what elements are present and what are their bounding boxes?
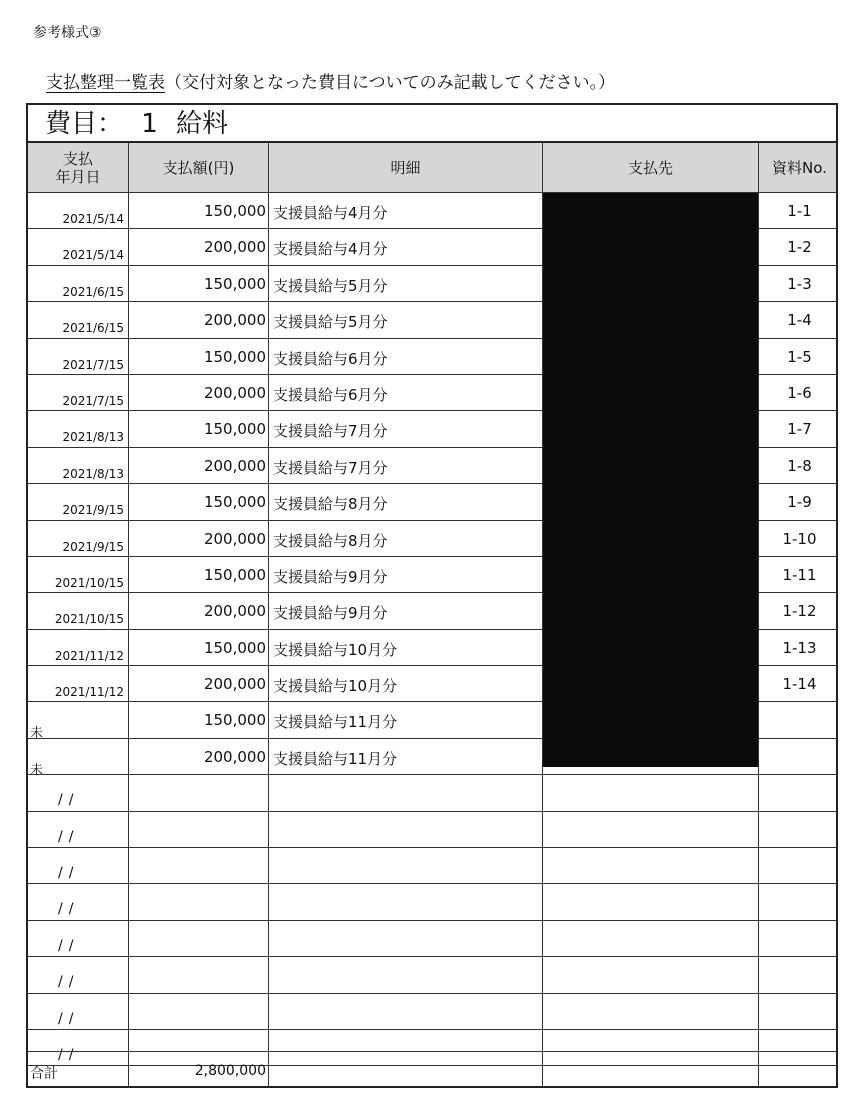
detail-cell — [269, 994, 541, 1029]
doc-no-cell: 1-7 — [787, 420, 812, 439]
detail-cell: 支援員給与6月分 — [273, 349, 388, 368]
amount-cell — [128, 884, 268, 919]
doc-no-cell — [759, 702, 840, 737]
detail-cell: 支援員給与4月分 — [273, 240, 388, 259]
date-cell: // — [58, 1010, 80, 1027]
title-note: （交付対象となった費目についてのみ記載してください。） — [165, 73, 616, 93]
date-cell: 2021/8/13 — [62, 430, 124, 445]
detail-cell: 支援員給与11月分 — [273, 713, 398, 732]
amount-cell: 150,000 — [203, 420, 266, 439]
doc-no-cell: 1-4 — [787, 311, 812, 330]
doc-no-cell: 1-10 — [782, 529, 817, 548]
amount-cell: 150,000 — [203, 347, 266, 366]
amount-cell: 150,000 — [203, 202, 266, 220]
amount-cell: 150,000 — [203, 493, 266, 512]
detail-cell: 支援員給与6月分 — [273, 385, 388, 404]
doc-no-cell: 1-2 — [787, 238, 812, 257]
amount-cell: 200,000 — [203, 383, 266, 402]
detail-cell: 支援員給与8月分 — [273, 531, 388, 550]
amount-cell — [128, 957, 268, 992]
amount-cell — [128, 812, 268, 847]
amount-cell: 150,000 — [203, 638, 266, 657]
category-number: 1 — [141, 109, 158, 139]
date-cell: 2021/9/15 — [62, 503, 124, 518]
date-cell: // — [58, 865, 80, 882]
detail-cell: 支援員給与11月分 — [273, 749, 398, 768]
payment-summary-table — [26, 103, 838, 1088]
column-divider — [758, 143, 759, 1086]
date-cell: // — [58, 937, 80, 954]
amount-cell: 200,000 — [203, 675, 266, 694]
detail-cell: 支援員給与8月分 — [273, 495, 388, 514]
table-row — [28, 848, 836, 884]
category-name: 給料 — [176, 109, 229, 139]
detail-cell: 支援員給与7月分 — [273, 458, 388, 477]
amount-cell: 150,000 — [203, 274, 266, 293]
date-cell: 2021/11/12 — [54, 648, 124, 663]
detail-cell: 支援員給与5月分 — [273, 313, 388, 332]
doc-no-cell — [759, 739, 840, 774]
column-divider — [128, 143, 129, 1086]
payee-cell — [542, 775, 758, 810]
redaction-block — [543, 193, 758, 767]
detail-cell — [269, 884, 541, 919]
doc-no-cell: 1-6 — [787, 383, 812, 402]
doc-no-cell: 1-8 — [787, 456, 812, 475]
date-cell: 2021/7/15 — [62, 393, 124, 408]
date-cell: // — [58, 828, 80, 845]
detail-cell: 支援員給与10月分 — [273, 677, 398, 696]
payee-cell — [542, 884, 758, 919]
date-cell: 2021/5/14 — [62, 248, 124, 263]
amount-cell: 150,000 — [203, 565, 266, 584]
doc-no-cell: 1-12 — [782, 602, 817, 621]
table-header — [28, 143, 836, 193]
detail-cell — [269, 775, 541, 810]
doc-no-cell — [759, 994, 840, 1029]
payee-cell — [542, 812, 758, 847]
amount-cell — [128, 994, 268, 1029]
amount-cell — [128, 775, 268, 810]
date-cell: 2021/8/13 — [62, 466, 124, 481]
amount-cell: 150,000 — [203, 711, 266, 730]
amount-cell — [128, 848, 268, 883]
date-cell: 2021/6/15 — [62, 321, 124, 336]
detail-cell: 支援員給与9月分 — [273, 567, 388, 586]
amount-cell: 200,000 — [203, 529, 266, 548]
table-row — [28, 957, 836, 993]
doc-no-cell — [759, 921, 840, 956]
date-cell: 2021/11/12 — [54, 685, 124, 700]
detail-cell: 支援員給与7月分 — [273, 422, 388, 441]
table-row — [28, 921, 836, 957]
detail-cell: 支援員給与10月分 — [273, 640, 398, 659]
doc-no-cell — [759, 812, 840, 847]
column-divider — [542, 143, 543, 1086]
table-row — [28, 994, 836, 1030]
detail-cell: 支援員給与9月分 — [273, 604, 388, 623]
detail-cell: 支援員給与5月分 — [273, 276, 388, 295]
date-cell: 2021/10/15 — [54, 612, 124, 627]
date-cell: // — [58, 1046, 80, 1063]
date-cell: 2021/5/14 — [62, 212, 124, 226]
date-cell: // — [58, 792, 80, 809]
table-row — [28, 884, 836, 920]
date-cell: 2021/9/15 — [62, 539, 124, 554]
form-reference-label: 参考様式③ — [33, 25, 102, 41]
total-row — [28, 1051, 836, 1088]
amount-cell: 200,000 — [203, 238, 266, 257]
header-detail: 明細 — [390, 159, 421, 177]
doc-no-cell: 1-1 — [787, 202, 812, 220]
date-cell: 2021/10/15 — [54, 575, 124, 590]
doc-no-cell: 1-5 — [787, 347, 812, 366]
amount-cell: 200,000 — [203, 311, 266, 330]
detail-cell — [269, 812, 541, 847]
title-main: 支払整理一覧表 — [46, 73, 165, 93]
doc-no-cell: 1-13 — [782, 638, 817, 657]
date-cell: // — [58, 974, 80, 991]
header-doc-no: 資料No. — [772, 159, 827, 177]
date-cell: 未 — [30, 726, 44, 742]
detail-cell — [269, 921, 541, 956]
date-cell: 未 — [30, 762, 44, 778]
doc-no-cell: 1-11 — [782, 565, 817, 584]
header-date: 支払 年月日 — [55, 150, 101, 186]
detail-cell — [269, 848, 541, 883]
column-divider — [268, 143, 269, 1086]
table-row — [28, 775, 836, 811]
doc-no-cell — [759, 775, 840, 810]
payee-cell — [542, 957, 758, 992]
payee-cell — [542, 848, 758, 883]
header-payee: 支払先 — [627, 159, 673, 177]
doc-no-cell: 1-9 — [787, 493, 812, 512]
amount-cell: 200,000 — [203, 456, 266, 475]
doc-no-cell — [759, 848, 840, 883]
payee-cell — [542, 994, 758, 1029]
detail-cell: 支援員給与4月分 — [273, 204, 388, 222]
doc-no-cell — [759, 957, 840, 992]
date-cell: // — [58, 901, 80, 918]
date-cell: 2021/7/15 — [62, 357, 124, 372]
expense-category-heading — [28, 105, 836, 143]
table-row — [28, 812, 836, 848]
category-label: 費目： — [45, 109, 124, 139]
total-amount: 2,800,000 — [194, 1063, 266, 1079]
doc-no-cell: 1-3 — [787, 274, 812, 293]
doc-no-cell: 1-14 — [782, 675, 817, 694]
payee-cell — [542, 921, 758, 956]
document-title — [46, 68, 615, 93]
amount-cell: 200,000 — [203, 747, 266, 766]
amount-cell — [128, 921, 268, 956]
total-label: 合計 — [30, 1066, 58, 1082]
date-cell: 2021/6/15 — [62, 284, 124, 299]
amount-cell: 200,000 — [203, 602, 266, 621]
doc-no-cell — [759, 884, 840, 919]
detail-cell — [269, 957, 541, 992]
header-amount: 支払額(円) — [162, 159, 235, 177]
